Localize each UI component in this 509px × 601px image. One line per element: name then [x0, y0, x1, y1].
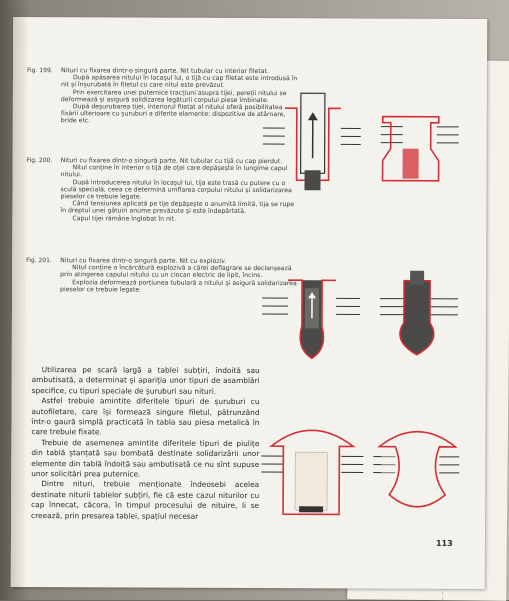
figure-199-drawing — [262, 88, 462, 199]
rivet-with-steel-rod-diagram — [262, 280, 360, 358]
figure-200-drawing — [262, 268, 462, 379]
figure-201-number: Fig. 201. — [26, 257, 58, 264]
page-number: 113 — [436, 539, 453, 548]
figure-200-paragraph: Capul tijei rămâne înglobat în nit. — [60, 215, 300, 223]
swollen-rivet-diagram — [380, 271, 458, 355]
figure-200-paragraph: După introducerea nitului în locașul lui, tija este trasă cu putere cu o sculă specială, ceea ce determină umflarea corpului nitului și solidarizarea pieselor ce trebuie legate. — [60, 179, 300, 202]
explosive-rivet-before-diagram — [261, 430, 363, 514]
figure-201-paragraph: Explozia deformează porțiunea tubulară a nitului și asigură solidarizarea pieselor ce trebuie legate. — [60, 279, 300, 294]
figure-201-paragraph: Nitul conține o încărcătură explozivă a cărei deflagrare se declanșează prin atingerea capului nitului cu un ciocan electric de lipit, încins. — [60, 264, 300, 279]
figure-199-paragraph: Prin exercitarea unei puternice tracțiuni asupra tijei, pereții nitului se deformează și asigură solidizarea legăturii corpului piese îmbinate. — [61, 89, 301, 104]
body-text — [31, 365, 260, 522]
body-paragraph: Dintre nituri, trebuie menționate îndeosebi acelea destinate niturii tablelor subțiri, fie că este cazul niturilor cu cap înnecat, căcora, în timpul procesului de nituire, li se creează, prin presarea tablei, spațiul necesar — [31, 480, 259, 523]
figure-199-paragraph: După apăsarea nitului în locașul lui, o tijă cu cap filetat este introdusă în nit și înșurubată în filetul cu care nitul este prevăzut. — [61, 74, 301, 89]
page-fold — [11, 17, 27, 587]
deformed-threaded-rivet-diagram — [381, 117, 459, 181]
figure-199-paragraph: După deșurubarea tijei, interiorul filetat al nitului oferă posibilitatea fixării ulterioare cu șuruburi a diferite elemente: dispozitive de atârnare, bride etc. — [61, 103, 301, 126]
rivet-with-rod-diagram — [262, 93, 360, 190]
figure-201-drawing — [261, 418, 461, 529]
figure-199-number: Fig. 199. — [27, 67, 59, 74]
body-paragraph: Trebuie de asemenea amintite diferitele tipuri de piulițe din tablă ștanțată sau bombată destinate solidarizării unor elemente din tablă îndoită sau ambutisată ce nu sînt supuse unor solicitări prea puternice. — [31, 438, 259, 481]
book-page — [11, 17, 487, 589]
body-paragraph: Astfel trebuie amintite diferitele tipuri de șuruburi cu autofiletare, care își formează singure filetul, pătrunzând într-o gaură simplă practicată în tabla sau piesa metalică în care trebuie fixate. — [31, 396, 259, 439]
figure-200-paragraph: Nitul conține în interior o tijă de oțel care depășește în lungime capul nitului. — [61, 164, 301, 179]
figure-201-paragraph: Nituri cu fixarea dintr-o singură parte. Nit cu exploziv. — [60, 257, 300, 265]
figure-200-paragraph: Nituri cu fixarea dintr-o singură parte. Nit tubular cu tijă cu cap pierdut. — [61, 157, 301, 165]
body-paragraph: Utilizarea pe scară largă a tablei subțiri, îndoită sau ambutisată, a determinat și apariția unor tipuri de asamblări specifice, cu tipuri speciale de șuruburi sau nituri. — [32, 365, 260, 397]
figure-200-number: Fig. 200. — [27, 157, 59, 164]
explosive-rivet-after-diagram — [373, 432, 459, 507]
figure-199-paragraph: Nituri cu fixarea dintr-o singură parte. Nit tubular cu interior filetat. — [61, 67, 301, 75]
figure-200-paragraph: Când tensiunea aplicată pe tije depășește o anumită limită, tija se rupe în dreptul unei gâtuiri anume prevăzute și este îndepărtată. — [60, 200, 300, 215]
